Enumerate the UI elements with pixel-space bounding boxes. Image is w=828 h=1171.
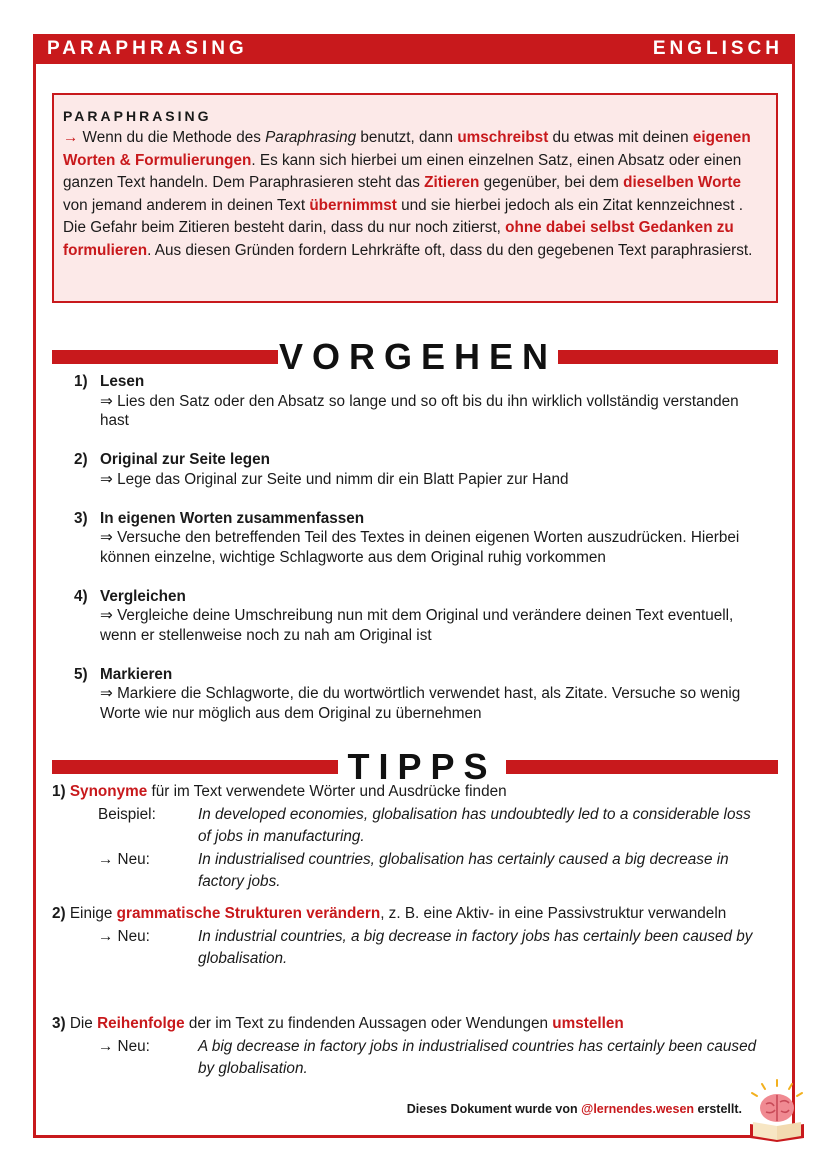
new-text: In industrialised countries, globalisation has certainly caused a big decrease in factory jobs. [198,850,729,890]
intro-text-part: . Aus diesen Gründen fordern Lehrkräfte oft, dass du den gegebenen Text paraphrasierst. [147,241,753,259]
step-text: ⇒ Vergleiche deine Umschreibung nun mit dem Original und verändere deinen Text eventuell, wenn er stellenweise noch zu nah am Original ist [100,607,734,644]
tip-number: 2) [52,905,66,922]
tip-text: , z. B. eine Aktiv- in eine Passivstruktur verwandeln [380,905,727,922]
tip-text: für im Text verwendete Wörter und Ausdrücke finden [147,783,507,800]
intro-text-part: . Es kann sich hierbei um einen einzelnen Satz, einen Absatz oder einen ganzen Text handeln. Dem Paraphrasieren steht das [63,151,742,192]
intro-text-part: Wenn du die Methode des [78,129,266,146]
intro-highlight: dieselben Worte [623,174,741,192]
intro-highlight: eigenen Worten & Formulierungen [63,129,751,169]
intro-emphasis: Paraphrasing [265,129,357,146]
tip-highlight: umstellen [552,1015,624,1032]
tip-heading [52,903,778,926]
step-number: 1) [74,373,88,390]
step-heading: Markieren [100,665,173,683]
step-text: ⇒ Markiere die Schlagworte, die du wortwörtlich verwendet hast, als Zitate. Versuche so wenig Worte wie nur möglich aus dem Original zu übernehmen [100,685,741,722]
heading-bar-right [558,350,778,364]
intro-text-part: gegenüber, bei dem [479,174,624,192]
step-number: 3) [74,509,88,527]
step-text: ⇒ Lies den Satz oder den Absatz so lange und so oft bis du ihn wirklich vollständig verstanden hast [100,392,739,429]
step-heading: Lesen [100,373,145,390]
new-label: → Neu: [98,850,150,868]
footer-text: erstellt. [694,1102,742,1116]
tip-text: der im Text zu findenden Aussagen oder Wendungen [184,1015,553,1032]
new-label: → Neu: [98,1037,150,1055]
footer-text: Dieses Dokument wurde von [406,1102,582,1116]
list-item [74,587,764,646]
tip-2 [52,903,778,971]
step-heading: Original zur Seite legen [100,451,271,468]
example-label: Beispiel: [98,805,156,823]
example-text: In developed economies, globalisation has undoubtedly led to a considerable loss of jobs in manufacturing. [198,805,751,845]
example-row [52,926,778,971]
step-text: ⇒ Lege das Original zur Seite und nimm dir ein Blatt Papier zur Hand [100,470,569,488]
arrow-right-icon: → [63,129,79,146]
intro-text-part: benutzt, dann [356,129,458,146]
header-subject: ENGLISCH [652,38,783,59]
step-number: 5) [74,665,88,683]
example-row [52,1036,778,1081]
tip-number: 3) [52,1015,66,1032]
header-bar [33,34,795,64]
intro-box [52,93,778,303]
list-item [74,450,764,489]
heading-bar-right [506,760,778,774]
new-text: In industrial countries, a big decrease in factory jobs has certainly been caused by globalisation. [198,927,753,967]
steps-list [74,372,764,743]
heading-bar-left [52,350,278,364]
step-number: 4) [74,587,88,605]
heading-bar-left [52,760,338,774]
section-title: TIPPS [347,746,497,787]
intro-text-part: von jemand anderem in deinen Text [63,196,310,214]
tip-heading [52,1013,778,1036]
tip-number: 1) [52,783,66,800]
intro-text-part: du etwas mit deinen [548,129,693,146]
list-item [74,509,764,568]
intro-highlight: übernimmst [309,196,397,214]
footer-credit [407,1102,742,1116]
footer-handle: @lernendes.wesen [581,1102,695,1116]
intro-text [63,127,766,263]
intro-highlight: umschreibst [457,129,549,146]
tip-1 [52,781,778,894]
tip-3 [52,1013,778,1081]
tip-text: Einige [65,905,117,922]
intro-title: PARAPHRASING [63,108,212,124]
example-row [52,804,778,849]
new-label: → Neu: [98,927,150,945]
intro-highlight: Zitieren [424,174,480,192]
header-title: PARAPHRASING [47,38,248,59]
list-item [74,665,764,724]
tip-heading [52,781,778,804]
example-row [52,849,778,894]
step-heading: Vergleichen [100,587,186,605]
new-text: A big decrease in factory jobs in industrialised countries has certainly been caused by globalisation. [198,1037,757,1077]
tip-highlight: grammatische Strukturen verändern [116,905,381,922]
list-item [74,372,764,431]
section-title: VORGEHEN [278,336,558,377]
intro-highlight: ohne dabei selbst Gedanken zu formulieren [63,219,734,259]
step-text: ⇒ Versuche den betreffenden Teil des Textes in deinen eigenen Worten auszudrücken. Hierbei können einzelne, wichtige Schlagworte aus dem Original ruhig vorkommen [100,529,740,566]
step-heading: In eigenen Worten zusammenfassen [100,509,365,527]
intro-text-part: und sie hierbei jedoch als ein Zitat kennzeichnest . Die Gefahr beim Zitieren besteht darin, dass du nur noch zitierst, [63,196,743,237]
tip-text: Die [65,1015,98,1032]
tip-highlight: Synonyme [69,783,148,800]
brain-book-icon [744,1078,810,1144]
tip-highlight: Reihenfolge [97,1015,185,1032]
step-number: 2) [74,451,88,468]
